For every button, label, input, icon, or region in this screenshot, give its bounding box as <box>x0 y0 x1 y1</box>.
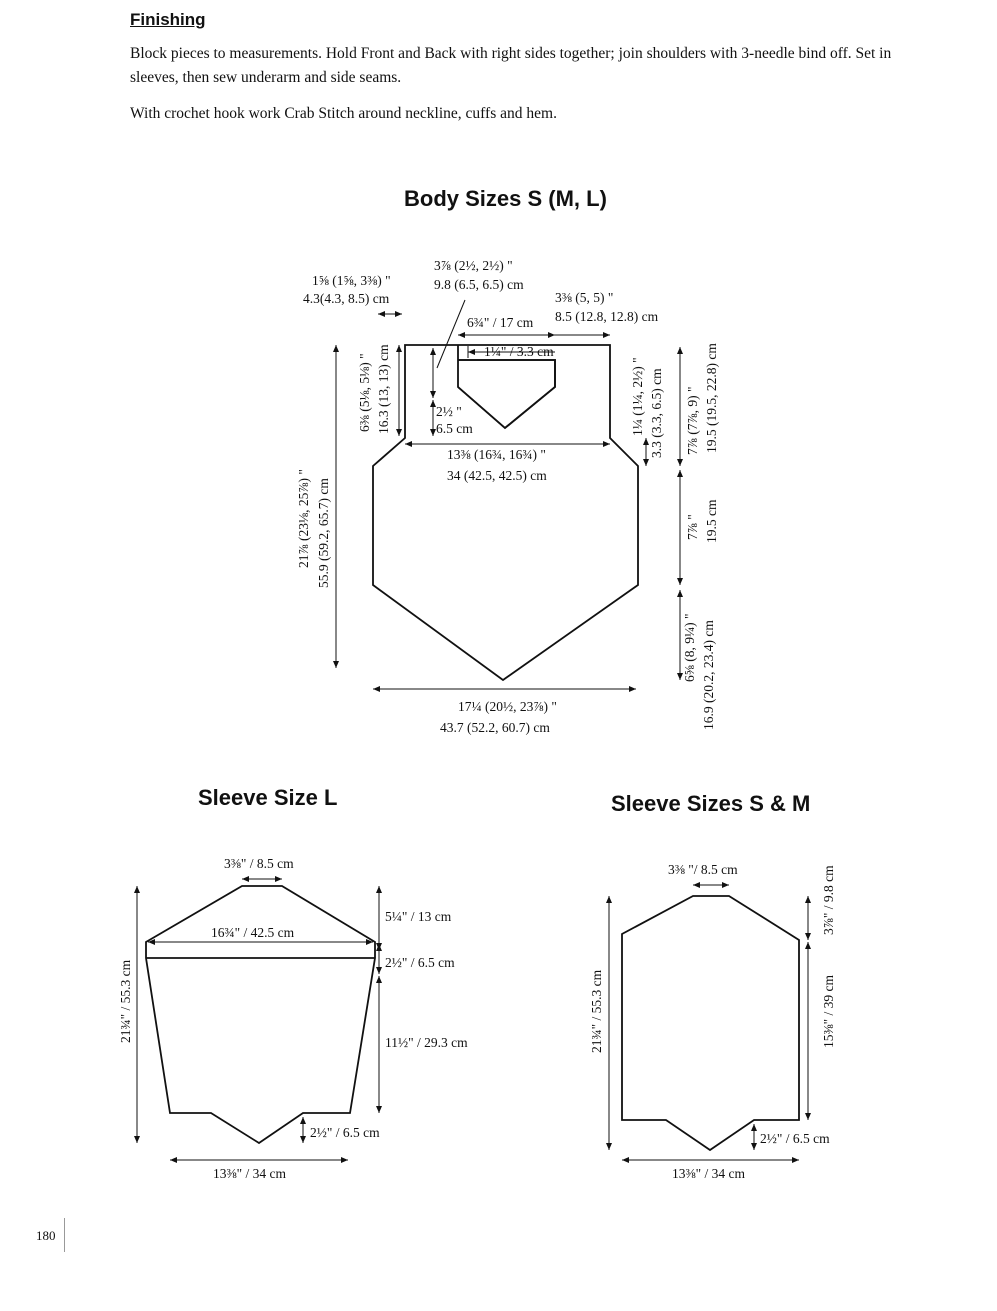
label-sleeve-l-length: 21¾" / 55.3 cm <box>118 959 133 1043</box>
label-armhole-left-cm: 16.3 (13, 13) cm <box>376 344 391 434</box>
label-length-in: 21⅞ (23⅛, 25⅞) " <box>296 469 311 568</box>
sleeve-sm-outline <box>622 896 799 1150</box>
label-point-in: 6⅝ (8, 9¼) " <box>682 613 697 682</box>
label-neck-width: 6¾" / 17 cm <box>467 315 534 330</box>
label-sleeve-l-top: 3⅜" / 8.5 cm <box>224 856 294 871</box>
label-neck-v-cm: 6.5 cm <box>436 421 473 436</box>
leader-neck-depth <box>437 300 465 368</box>
sleeve-l-title: Sleeve Size L <box>198 785 338 810</box>
label-right-shoulder-in: 3⅜ (5, 5) " <box>555 290 614 305</box>
label-neck-depth-in: 3⅞ (2½, 2½) " <box>434 258 513 273</box>
label-armhole-right-cm: 3.3 (3.3, 6.5) cm <box>649 368 664 458</box>
label-chest-cm: 34 (42.5, 42.5) cm <box>447 468 547 483</box>
label-length-cm: 55.9 (59.2, 65.7) cm <box>316 478 331 588</box>
label-width-in: 17¼ (20½, 23⅞) " <box>458 699 557 714</box>
label-neck-inset: 1¼" / 3.3 cm <box>484 344 554 359</box>
label-side-in: 7⅞ " <box>685 514 700 540</box>
label-sleeve-sm-side: 15⅜" / 39 cm <box>821 974 836 1048</box>
label-shoulder-in: 1⅝ (1⅝, 3⅜) " <box>312 273 391 288</box>
label-point-cm: 16.9 (20.2, 23.4) cm <box>701 620 716 730</box>
label-sleeve-l-cap: 5¼" / 13 cm <box>385 909 452 924</box>
label-armhole-total-cm: 19.5 (19.5, 22.8) cm <box>704 343 719 453</box>
label-neck-depth-cm: 9.8 (6.5, 6.5) cm <box>434 277 524 292</box>
label-sleeve-l-width: 16¾" / 42.5 cm <box>211 925 295 940</box>
label-sleeve-l-upper: 2½" / 6.5 cm <box>385 955 455 970</box>
label-neck-v-in: 2½ " <box>436 404 462 419</box>
label-sleeve-sm-length: 21¾" / 55.3 cm <box>589 969 604 1053</box>
label-sleeve-sm-point: 2½" / 6.5 cm <box>760 1131 830 1146</box>
label-right-shoulder-cm: 8.5 (12.8, 12.8) cm <box>555 309 659 324</box>
label-sleeve-sm-cap: 3⅞" / 9.8 cm <box>821 865 836 935</box>
page-number-rule <box>64 1218 65 1252</box>
label-sleeve-sm-top: 3⅜ "/ 8.5 cm <box>668 862 738 877</box>
label-sleeve-l-lower: 11½" / 29.3 cm <box>385 1035 468 1050</box>
label-armhole-total-in: 7⅞ (7⅞, 9) " <box>685 386 700 455</box>
finishing-heading: Finishing <box>130 10 206 29</box>
page-number: 180 <box>36 1228 56 1243</box>
label-shoulder-cm: 4.3(4.3, 8.5) cm <box>303 291 390 306</box>
label-width-cm: 43.7 (52.2, 60.7) cm <box>440 720 550 735</box>
finishing-paragraph-2: With crochet hook work Crab Stitch around neckline, cuffs and hem. <box>130 105 557 122</box>
label-armhole-left-in: 6⅜ (5⅛, 5⅛) " <box>357 353 372 432</box>
finishing-paragraph-1: Block pieces to measurements. Hold Front and Back with right sides together; join shoulders with 3-needle bind off. Set in sleeves, then sew underarm and side seams. <box>130 45 892 86</box>
neck-opening <box>458 360 555 428</box>
sleeve-sm-title: Sleeve Sizes S & M <box>611 791 811 816</box>
label-chest-in: 13⅜ (16¾, 16¾) " <box>447 447 546 462</box>
label-side-cm: 19.5 cm <box>704 499 719 543</box>
label-sleeve-sm-bottom: 13⅜" / 34 cm <box>672 1166 746 1181</box>
label-armhole-right-in: 1¼ (1¼, 2½) " <box>630 357 645 436</box>
label-sleeve-l-point: 2½" / 6.5 cm <box>310 1125 380 1140</box>
body-outline <box>373 345 638 680</box>
label-sleeve-l-bottom: 13⅜" / 34 cm <box>213 1166 287 1181</box>
body-diagram-title: Body Sizes S (M, L) <box>404 186 607 211</box>
body-schematic <box>373 345 638 680</box>
